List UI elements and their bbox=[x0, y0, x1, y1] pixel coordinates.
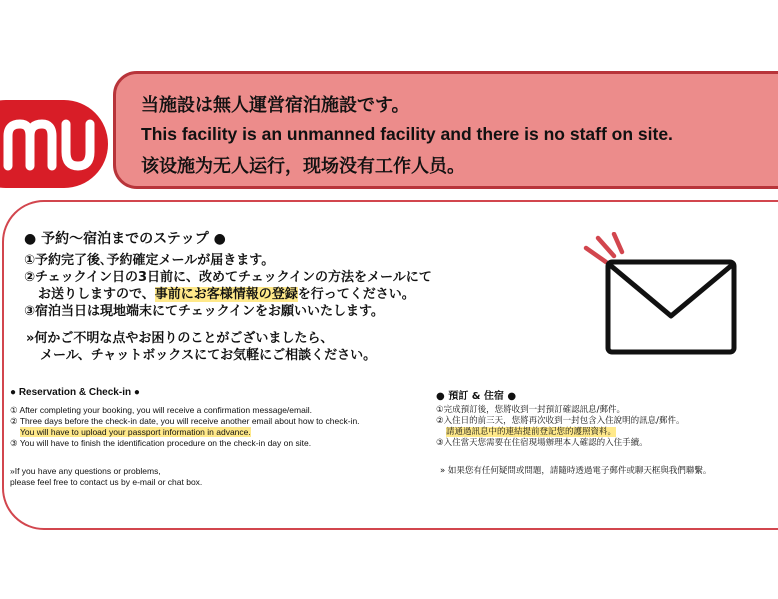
notice-text-ja: 当施設は無人運営宿泊施設です。 bbox=[141, 95, 410, 116]
zh-step-2-highlight: 請通過訊息中的連結提前登記您的護照資料。 bbox=[446, 427, 617, 437]
zh-section-title: ● 預訂 & 住宿 ● bbox=[436, 391, 517, 402]
en-step-2-cont bbox=[10, 427, 360, 438]
en-help-text bbox=[10, 466, 202, 488]
en-step-2: ② Three days before the check-in date, you will receive another email about how to check-in. bbox=[10, 416, 360, 426]
jp-step-3: ③宿泊当日は現地端末にてチェックインをお願いいたします。 bbox=[24, 304, 384, 319]
jp-section-title: ● 予約～宿泊までのステップ ● bbox=[24, 231, 226, 247]
jp-steps-list bbox=[24, 252, 432, 320]
en-step-3: ③ You will have to finish the identification procedure on the check-in day on site. bbox=[10, 438, 312, 448]
en-steps-list bbox=[10, 405, 360, 449]
notice-text-zh: 该设施为无人运行，现场没有工作人员。 bbox=[141, 156, 465, 177]
zh-help-text: » 如果您有任何疑問或問題，請隨時透過電子郵件或聊天框與我們聯繫。 bbox=[440, 466, 712, 476]
jp-step-2-pre: お送りしますので、 bbox=[38, 287, 155, 302]
en-section-title: ● Reservation & Check-in ● bbox=[10, 387, 140, 398]
brand-logo bbox=[0, 96, 110, 192]
en-step-1: ① After completing your booking, you will receive a confirmation message/email. bbox=[10, 405, 312, 415]
jp-step-1: ①予約完了後､予約確定メールが届きます。 bbox=[24, 253, 275, 268]
jp-step-2: ②チェックイン日の3日前に、改めてチェックインの方法をメールにて bbox=[24, 270, 432, 285]
zh-step-3: ③入住當天您需要在住宿現場辦理本人確認的入住手續。 bbox=[436, 438, 648, 448]
jp-step-2-post: を行ってください。 bbox=[297, 287, 415, 302]
zh-step-1: ①完成預訂後，您將收到一封預訂確認訊息/郵件。 bbox=[436, 405, 625, 415]
en-help-line-1: »If you have any questions or problems, bbox=[10, 466, 161, 476]
zh-steps-list bbox=[436, 405, 685, 449]
jp-help-line-1: »何かご不明な点やお困りのことがございましたら、 bbox=[26, 331, 334, 346]
jp-help-text bbox=[26, 330, 376, 364]
en-step-2-highlight: You will have to upload your passport information in advance. bbox=[20, 427, 251, 437]
en-help-line-2: please feel free to contact us by e-mail or chat box. bbox=[10, 477, 203, 487]
jp-step-2-highlight: 事前にお客様情報の登録 bbox=[154, 287, 298, 302]
mail-envelope-icon bbox=[578, 232, 738, 357]
jp-step-2-cont bbox=[24, 286, 432, 303]
notice-text-en: This facility is an unmanned facility and there is no staff on site. bbox=[141, 124, 673, 144]
zh-step-2: ②入住日的前三天，您將再次收到一封包含入住說明的訊息/郵件。 bbox=[436, 416, 685, 426]
notice-banner bbox=[113, 71, 778, 189]
zh-step-2-cont bbox=[436, 427, 685, 438]
jp-help-line-2: メール、チャットボックスにてお気軽にご相談ください。 bbox=[40, 348, 377, 363]
